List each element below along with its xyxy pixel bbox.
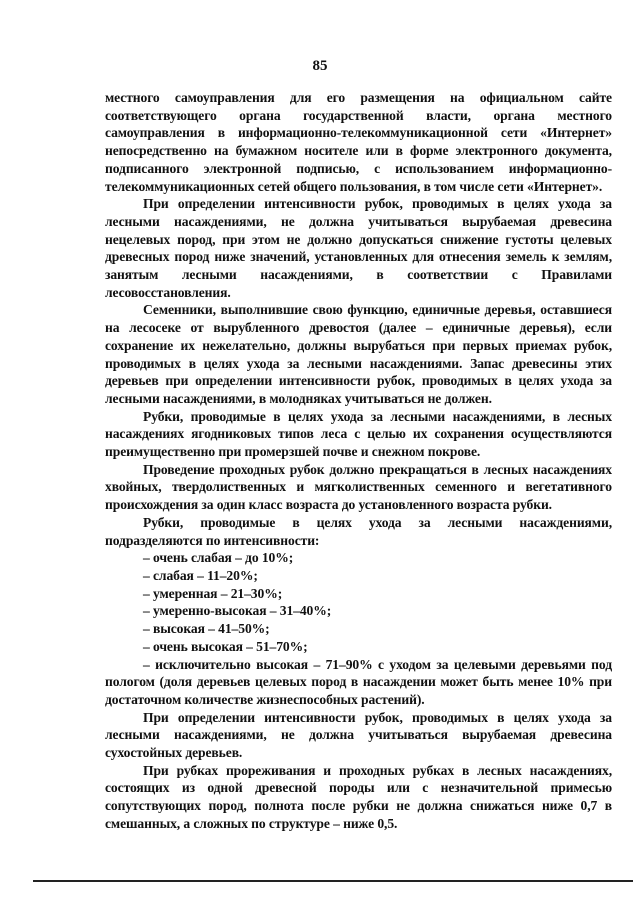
- paragraph-intensity-intro: Рубки, проводимые в целях ухода за лесными насаждениями, подразделяются по интенсивности:: [105, 514, 612, 548]
- list-item: – слабая – 11–20%;: [143, 567, 258, 583]
- footer-rule: [33, 880, 633, 882]
- list-item: – умеренно-высокая – 31–40%;: [143, 603, 332, 619]
- paragraph-berry-forests: Рубки, проводимые в целях ухода за лесными насаждениями, в лесных насаждениях ягодниковых типов леса с целью их сохранения осуществляются преимущественно при промерзшей почве и снежном покрове.: [105, 408, 612, 460]
- paragraph-stand-density: При рубках прореживания и проходных рубках в лесных насаждениях, состоящих из одной древесной породы или с незначительной примесью сопутствующих пород, полнота после рубки не должна снижаться ниже 0,7 в смешанных, а сложных по структуре – ниже 0,5.: [105, 762, 612, 831]
- intensity-list: [105, 549, 612, 708]
- list-item: – высокая – 41–50%;: [143, 621, 270, 637]
- paragraph-intensity-rule: При определении интенсивности рубок, проводимых в целях ухода за лесными насаждениями, не должна учитываться вырубаемая древесина нецелевых пород, при этом не должно допускаться снижение густоты целевых древесных пород ниже значений, установленных для отнесения земель к землям, занятым лесными насаждениями, в соответствии с Правилами лесовосстановления.: [105, 196, 612, 300]
- document-body: [105, 89, 612, 833]
- list-item: – исключительно высокая – 71–90% с уходом за целевыми деревьями под пологом (доля деревьев целевых пород в насаждении может быть менее 10% при достаточном количестве жизнеспособных растений).: [105, 656, 612, 707]
- paragraph-continuation: местного самоуправления для его размещения на официальном сайте соответствующего органа государственной власти, органа местного самоуправления в информационно-телекоммуникационной сети «Интернет» непосредственно на бумажном носителе или в форме электронного документа, подписанного электронной подписью, с использованием информационно-телекоммуникационных сетей общего пользования, в том числе сети «Интернет».: [105, 90, 612, 194]
- paragraph-dead-trees: При определении интенсивности рубок, проводимых в целях ухода за лесными насаждениями, не должна учитываться вырубаемая древесина сухостойных деревьев.: [105, 709, 612, 761]
- paragraph-thinning-stop: Проведение проходных рубок должно прекращаться в лесных насаждениях хвойных, твердолиственных и мягколиственных семенного и вегетативного происхождения за один класс возраста до установленного возраста рубки.: [105, 461, 612, 513]
- list-item: – очень слабая – до 10%;: [143, 550, 294, 566]
- paragraph-seed-trees: Семенники, выполнившие свою функцию, единичные деревья, оставшиеся на лесосеке от вырубленного древостоя (далее – единичные деревья), если сохранение их нежелательно, должны вырубаться при первых приемах рубок, проводимых в целях ухода за лесными насаждениями. Запас древесины этих деревьев при определении интенсивности рубок, проводимых в целях ухода за лесными насаждениями, в молодняках учитываться не должен.: [105, 302, 612, 406]
- list-item: – очень высокая – 51–70%;: [143, 638, 308, 654]
- page-number: 85: [312, 58, 328, 74]
- list-item: – умеренная – 21–30%;: [143, 585, 283, 601]
